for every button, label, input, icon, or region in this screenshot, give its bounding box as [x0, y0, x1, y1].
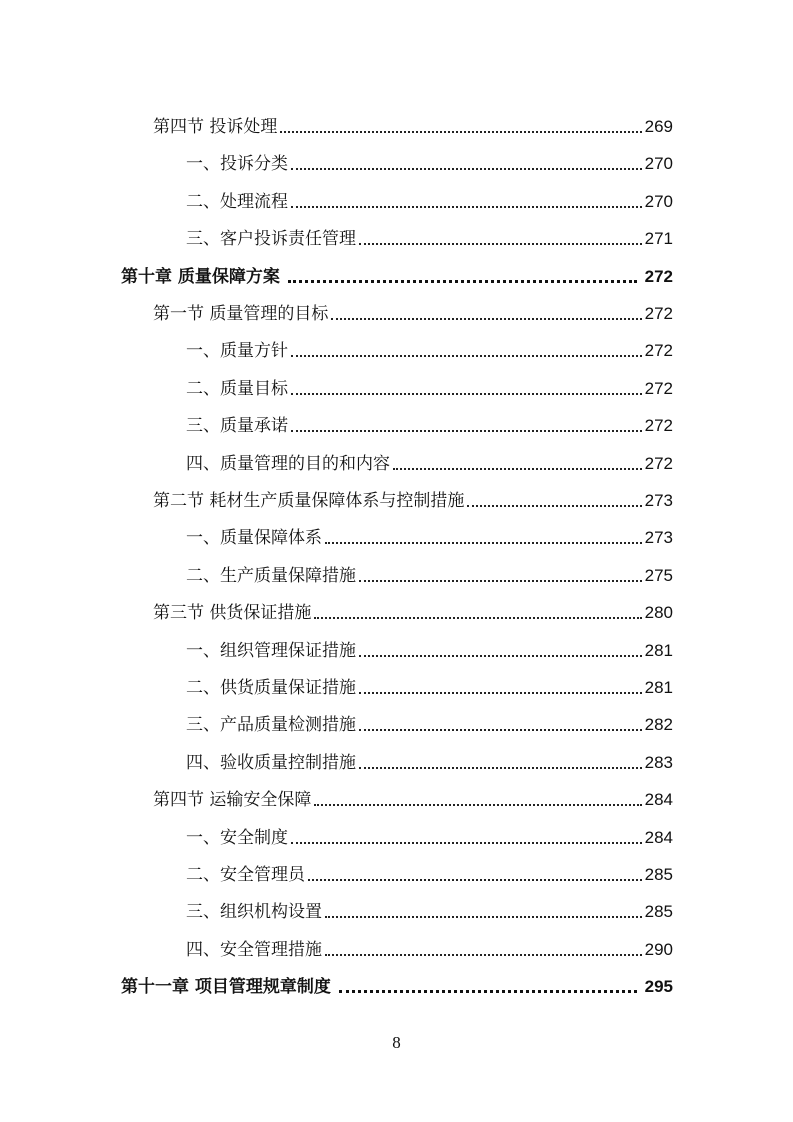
toc-page-number: 284	[644, 827, 673, 847]
toc-item-row[interactable]	[186, 512, 673, 548]
toc-entry-label: 三、客户投诉责任管理	[186, 229, 356, 250]
toc-entry-label: 二、供货质量保证措施	[186, 678, 356, 698]
toc-entry-label: 第十一章 项目管理规章制度	[121, 977, 331, 998]
toc-leader-dots	[339, 990, 637, 993]
toc-page-number: 284	[644, 790, 673, 810]
toc-entry-label: 二、质量目标	[186, 378, 288, 399]
toc-entry-label: 三、组织机构设置	[186, 902, 322, 923]
toc-leader-dots	[359, 692, 642, 694]
toc-page-number: 290	[644, 939, 673, 959]
toc-item-row[interactable]	[186, 176, 673, 212]
toc-item-row[interactable]	[186, 550, 673, 586]
toc-page-number: 285	[644, 902, 673, 922]
toc-entry-label: 三、质量承诺	[186, 416, 288, 437]
toc-leader-dots	[467, 505, 641, 507]
toc-page-number: 272	[644, 304, 673, 323]
toc-leader-dots	[280, 131, 641, 133]
toc-entry-label: 四、质量管理的目的和内容	[186, 453, 390, 474]
toc-leader-dots	[359, 655, 642, 657]
toc-leader-dots	[325, 916, 642, 918]
toc-item-row[interactable]	[186, 213, 673, 249]
toc-chapter-row[interactable]	[121, 251, 673, 287]
toc-page-number: 282	[644, 715, 673, 735]
toc-leader-dots	[393, 468, 642, 470]
toc-entry-label: 第四节 运输安全保障	[153, 790, 312, 811]
toc-page-number: 272	[644, 341, 673, 361]
toc-leader-dots	[331, 318, 641, 320]
toc-item-row[interactable]	[186, 625, 673, 661]
toc-leader-dots	[314, 804, 641, 806]
toc-item-row[interactable]	[186, 138, 673, 174]
toc-page-number: 269	[644, 117, 673, 136]
toc-entry-label: 第三节 供货保证措施	[153, 603, 312, 624]
toc-leader-dots	[314, 617, 641, 619]
toc-leader-dots	[291, 206, 642, 208]
toc-leader-dots	[359, 767, 642, 769]
toc-leader-dots	[308, 879, 642, 881]
toc-page-number: 281	[644, 640, 673, 660]
toc-entry-label: 第四节 投诉处理	[153, 117, 278, 137]
toc-section-row[interactable]	[153, 475, 673, 511]
toc-entry-label: 一、质量保障体系	[186, 528, 322, 549]
toc-section-row[interactable]	[153, 101, 673, 137]
toc-page-number: 270	[644, 191, 673, 211]
toc-entry-label: 三、产品质量检测措施	[186, 715, 356, 736]
toc-page-number: 272	[644, 416, 673, 436]
toc-leader-dots	[359, 243, 642, 245]
toc-leader-dots	[291, 355, 642, 357]
toc-item-row[interactable]	[186, 924, 673, 960]
toc-leader-dots	[291, 168, 642, 170]
toc-section-row[interactable]	[153, 774, 673, 810]
toc-page-number: 281	[644, 678, 673, 697]
toc-item-row[interactable]	[186, 737, 673, 773]
toc-page-number: 272	[644, 266, 673, 286]
toc-entry-label: 二、处理流程	[186, 191, 288, 212]
toc-page-number: 270	[644, 154, 673, 174]
toc-entry-label: 一、安全制度	[186, 827, 288, 848]
toc-entry-label: 四、验收质量控制措施	[186, 752, 356, 773]
toc-leader-dots	[291, 393, 642, 395]
toc-chapter-row[interactable]	[121, 961, 673, 997]
toc-item-row[interactable]	[186, 400, 673, 436]
toc-page-number: 273	[644, 491, 673, 510]
page-number: 8	[392, 1033, 401, 1052]
toc-entry-label: 一、组织管理保证措施	[186, 640, 356, 661]
toc-entry-label: 第十章 质量保障方案	[121, 266, 280, 287]
toc-entry-label: 二、生产质量保障措施	[186, 565, 356, 586]
toc-entry-label: 第一节 质量管理的目标	[153, 304, 329, 324]
toc-entry-label: 第二节 耗材生产质量保障体系与控制措施	[153, 491, 465, 511]
toc-item-row[interactable]	[186, 699, 673, 735]
toc-entry-label: 一、质量方针	[186, 341, 288, 362]
toc-leader-dots	[291, 430, 642, 432]
toc-page-number: 295	[644, 977, 673, 997]
toc-item-row[interactable]	[186, 886, 673, 922]
toc-item-row[interactable]	[186, 849, 673, 885]
toc-page-number: 285	[644, 865, 673, 884]
toc-item-row[interactable]	[186, 325, 673, 361]
toc-page-number: 272	[644, 453, 673, 473]
toc-section-row[interactable]	[153, 288, 673, 324]
toc-page-number: 272	[644, 378, 673, 398]
toc-page-number: 273	[644, 528, 673, 548]
toc-item-row[interactable]	[186, 363, 673, 399]
toc-leader-dots	[359, 729, 642, 731]
toc-item-row[interactable]	[186, 812, 673, 848]
toc-leader-dots	[325, 542, 642, 544]
toc-item-row[interactable]	[186, 662, 673, 698]
toc-leader-dots	[288, 280, 637, 283]
toc-entry-label: 一、投诉分类	[186, 154, 288, 175]
toc-entry-label: 二、安全管理员	[186, 865, 305, 885]
toc-page-number: 271	[644, 229, 673, 249]
toc-page-number: 283	[644, 752, 673, 772]
toc-item-row[interactable]	[186, 438, 673, 474]
toc-section-row[interactable]	[153, 587, 673, 623]
toc-leader-dots	[359, 580, 642, 582]
toc-entry-label: 四、安全管理措施	[186, 939, 322, 960]
toc-leader-dots	[291, 842, 642, 844]
toc-page-number: 275	[644, 565, 673, 585]
toc-page-number: 280	[644, 603, 673, 623]
toc-leader-dots	[325, 954, 642, 956]
